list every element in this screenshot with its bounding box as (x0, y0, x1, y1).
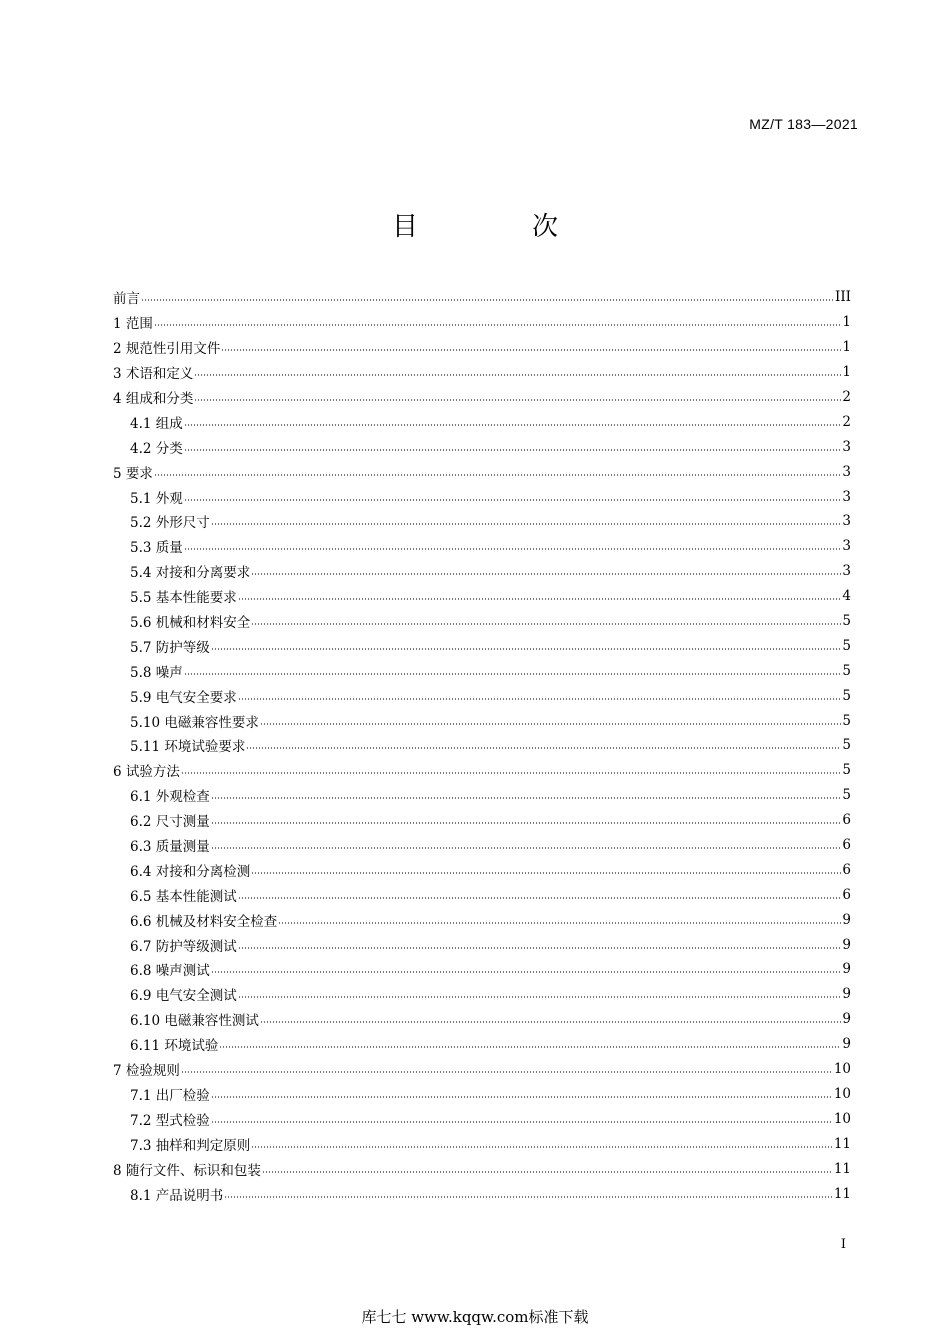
toc-entry-page: 5 (842, 762, 851, 779)
toc-entry-label: 6.6 机械及材料安全检查 (130, 913, 278, 930)
toc-entry-label: 前言 (113, 291, 140, 308)
toc-entry-page: 3 (842, 463, 851, 480)
toc-entry-page: 9 (842, 961, 851, 978)
toc-dot-leader (219, 1046, 841, 1049)
toc-entry-page: 3 (842, 538, 851, 555)
toc-entry-page: 6 (842, 837, 851, 854)
toc-entry-page: 5 (842, 613, 851, 630)
toc-entry-label: 6.8 噪声测试 (130, 963, 210, 980)
toc-entry[interactable] (113, 783, 851, 808)
toc-entry-label: 6.3 质量测量 (130, 839, 210, 856)
toc-dot-leader (251, 623, 841, 626)
toc-entry-page: 5 (842, 662, 851, 679)
toc-entry[interactable] (113, 1007, 851, 1032)
toc-entry[interactable] (113, 857, 851, 882)
toc-entry-page: 3 (842, 438, 851, 455)
toc-entry-label: 7 检验规则 (113, 1063, 180, 1080)
toc-entry-page: 1 (842, 314, 851, 331)
footer-watermark: 库七七 www.kqqw.com标准下载 (361, 1308, 589, 1326)
toc-entry[interactable] (113, 584, 851, 609)
toc-dot-leader (181, 1071, 833, 1074)
toc-entry-label: 4.2 分类 (130, 440, 183, 457)
toc-entry-label: 5.4 对接和分离要求 (130, 565, 251, 582)
toc-entry-label: 6 试验方法 (113, 764, 180, 781)
toc-dot-leader (238, 996, 842, 999)
toc-entry-page: 11 (833, 1185, 851, 1202)
toc-dot-leader (238, 946, 842, 949)
toc-entry[interactable] (113, 434, 851, 459)
toc-entry-label: 6.4 对接和分离检测 (130, 863, 251, 880)
toc-entry-page: 9 (842, 1036, 851, 1053)
toc-entry[interactable] (113, 882, 851, 907)
toc-entry[interactable] (113, 534, 851, 559)
toc-entry-page: 11 (833, 1160, 851, 1177)
toc-entry-label: 5.9 电气安全要求 (130, 689, 237, 706)
toc-dot-leader (246, 747, 841, 750)
toc-dot-leader (194, 399, 841, 402)
toc-dot-leader (251, 573, 841, 576)
toc-entry-page: 10 (833, 1110, 851, 1127)
toc-entry-page: III (835, 289, 851, 306)
toc-entry-label: 5.2 外形尺寸 (130, 515, 210, 532)
toc-entry-page: 9 (842, 911, 851, 928)
toc-entry[interactable] (113, 484, 851, 509)
toc-entry-label: 6.7 防护等级测试 (130, 938, 237, 955)
toc-dot-leader (154, 473, 842, 476)
toc-entry-page: 9 (842, 1011, 851, 1028)
toc-dot-leader (211, 797, 842, 800)
toc-entry-label: 7.2 型式检验 (130, 1112, 210, 1129)
page-number: I (840, 1237, 846, 1252)
toc-dot-leader (211, 1120, 833, 1123)
toc-entry-page: 9 (842, 936, 851, 953)
toc-entry[interactable] (113, 559, 851, 584)
toc-entry-page: 5 (842, 637, 851, 654)
toc-entry[interactable] (113, 385, 851, 410)
toc-dot-leader (184, 498, 842, 501)
toc-entry[interactable] (113, 1032, 851, 1057)
toc-entry-label: 5.3 质量 (130, 540, 183, 557)
toc-dot-leader (251, 871, 841, 874)
toc-entry[interactable] (113, 1131, 851, 1156)
toc-entry-page: 9 (842, 986, 851, 1003)
toc-entry[interactable] (113, 982, 851, 1007)
toc-entry-label: 5.8 噪声 (130, 664, 183, 681)
toc-entry-label: 1 范围 (113, 316, 153, 333)
toc-dot-leader (211, 1095, 833, 1098)
toc-entry-label: 2 规范性引用文件 (113, 341, 221, 358)
toc-entry-label: 5.10 电磁兼容性要求 (130, 714, 259, 731)
toc-dot-leader (184, 448, 842, 451)
toc-entry-label: 6.2 尺寸测量 (130, 814, 210, 831)
toc-entry[interactable] (113, 459, 851, 484)
toc-entry[interactable] (113, 285, 851, 310)
toc-dot-leader (194, 374, 841, 377)
toc-dot-leader (141, 299, 834, 302)
toc-entry-page: 3 (842, 488, 851, 505)
toc-entry-page: 5 (842, 712, 851, 729)
toc-entry[interactable] (113, 609, 851, 634)
toc-entry-page: 5 (842, 687, 851, 704)
toc-entry-page: 10 (833, 1061, 851, 1078)
toc-entry[interactable] (113, 733, 851, 758)
toc-dot-leader (211, 847, 842, 850)
toc-entry-label: 7.3 抽样和判定原则 (130, 1137, 251, 1154)
toc-entry-label: 6.9 电气安全测试 (130, 988, 237, 1005)
toc-dot-leader (184, 672, 842, 675)
toc-entry-label: 6.10 电磁兼容性测试 (130, 1013, 259, 1030)
toc-entry-label: 8.1 产品说明书 (130, 1187, 224, 1204)
toc-dot-leader (278, 921, 841, 924)
toc-entry-page: 5 (842, 787, 851, 804)
toc-entry[interactable] (113, 758, 851, 783)
toc-entry[interactable] (113, 808, 851, 833)
toc-entry-page: 2 (842, 413, 851, 430)
toc-entry[interactable] (113, 409, 851, 434)
toc-entry[interactable] (113, 1082, 851, 1107)
toc-entry-label: 4.1 组成 (130, 415, 183, 432)
standard-code: MZ/T 183—2021 (749, 116, 858, 132)
toc-entry[interactable] (113, 932, 851, 957)
toc-entry[interactable] (113, 708, 851, 733)
toc-entry-label: 4 组成和分类 (113, 391, 194, 407)
toc-entry-label: 8 随行文件、标识和包装 (113, 1162, 261, 1179)
toc-entry[interactable] (113, 1181, 851, 1206)
toc-entry-page: 1 (842, 339, 851, 356)
toc-entry-page: 2 (842, 389, 851, 405)
toc-entry[interactable] (113, 310, 851, 335)
toc-entry[interactable] (113, 633, 851, 658)
toc-dot-leader (238, 598, 842, 601)
toc-entry[interactable] (113, 335, 851, 360)
table-of-contents (113, 285, 851, 1206)
toc-entry-page: 4 (842, 588, 851, 605)
toc-entry[interactable] (113, 360, 851, 385)
toc-dot-leader (251, 1145, 833, 1148)
toc-dot-leader (262, 1170, 833, 1173)
toc-entry-label: 5.1 外观 (130, 490, 183, 507)
toc-entry[interactable] (113, 833, 851, 858)
toc-dot-leader (238, 896, 842, 899)
toc-entry[interactable] (113, 683, 851, 708)
toc-dot-leader (221, 349, 841, 352)
toc-entry-page: 1 (842, 364, 851, 381)
toc-dot-leader (211, 523, 842, 526)
toc-entry-page: 6 (842, 861, 851, 878)
toc-dot-leader (238, 697, 842, 700)
toc-entry[interactable] (113, 1156, 851, 1181)
toc-entry-label: 5.7 防护等级 (130, 639, 210, 656)
toc-entry-page: 3 (842, 563, 851, 580)
toc-entry-page: 10 (833, 1085, 851, 1102)
toc-dot-leader (260, 722, 842, 725)
toc-dot-leader (211, 971, 842, 974)
toc-entry-label: 5 要求 (113, 465, 153, 482)
toc-dot-leader (211, 822, 842, 825)
toc-entry-page: 6 (842, 812, 851, 829)
toc-entry-label: 5.11 环境试验要求 (130, 739, 246, 756)
toc-entry-label: 6.5 基本性能测试 (130, 888, 237, 905)
toc-entry-label: 6.11 环境试验 (130, 1038, 219, 1055)
toc-entry-page: 11 (833, 1135, 851, 1152)
toc-entry[interactable] (113, 658, 851, 683)
toc-entry[interactable] (113, 1106, 851, 1131)
toc-entry[interactable] (113, 1057, 851, 1082)
toc-dot-leader (184, 548, 842, 551)
toc-dot-leader (260, 1021, 842, 1024)
toc-entry[interactable] (113, 907, 851, 932)
toc-entry-label: 5.6 机械和材料安全 (130, 615, 251, 632)
toc-entry-label: 6.1 外观检查 (130, 789, 210, 806)
toc-entry[interactable] (113, 957, 851, 982)
toc-entry-page: 5 (842, 737, 851, 754)
toc-entry-label: 5.5 基本性能要求 (130, 590, 237, 607)
toc-entry-page: 6 (842, 886, 851, 903)
toc-dot-leader (154, 324, 842, 327)
toc-entry[interactable] (113, 509, 851, 534)
page-title: 目 次 (391, 212, 602, 242)
toc-entry-page: 3 (842, 513, 851, 530)
toc-dot-leader (211, 647, 842, 650)
toc-entry-label: 3 术语和定义 (113, 366, 194, 383)
toc-entry-label: 7.1 出厂检验 (130, 1087, 210, 1104)
toc-dot-leader (224, 1195, 833, 1198)
toc-dot-leader (181, 772, 842, 775)
toc-dot-leader (184, 423, 842, 426)
